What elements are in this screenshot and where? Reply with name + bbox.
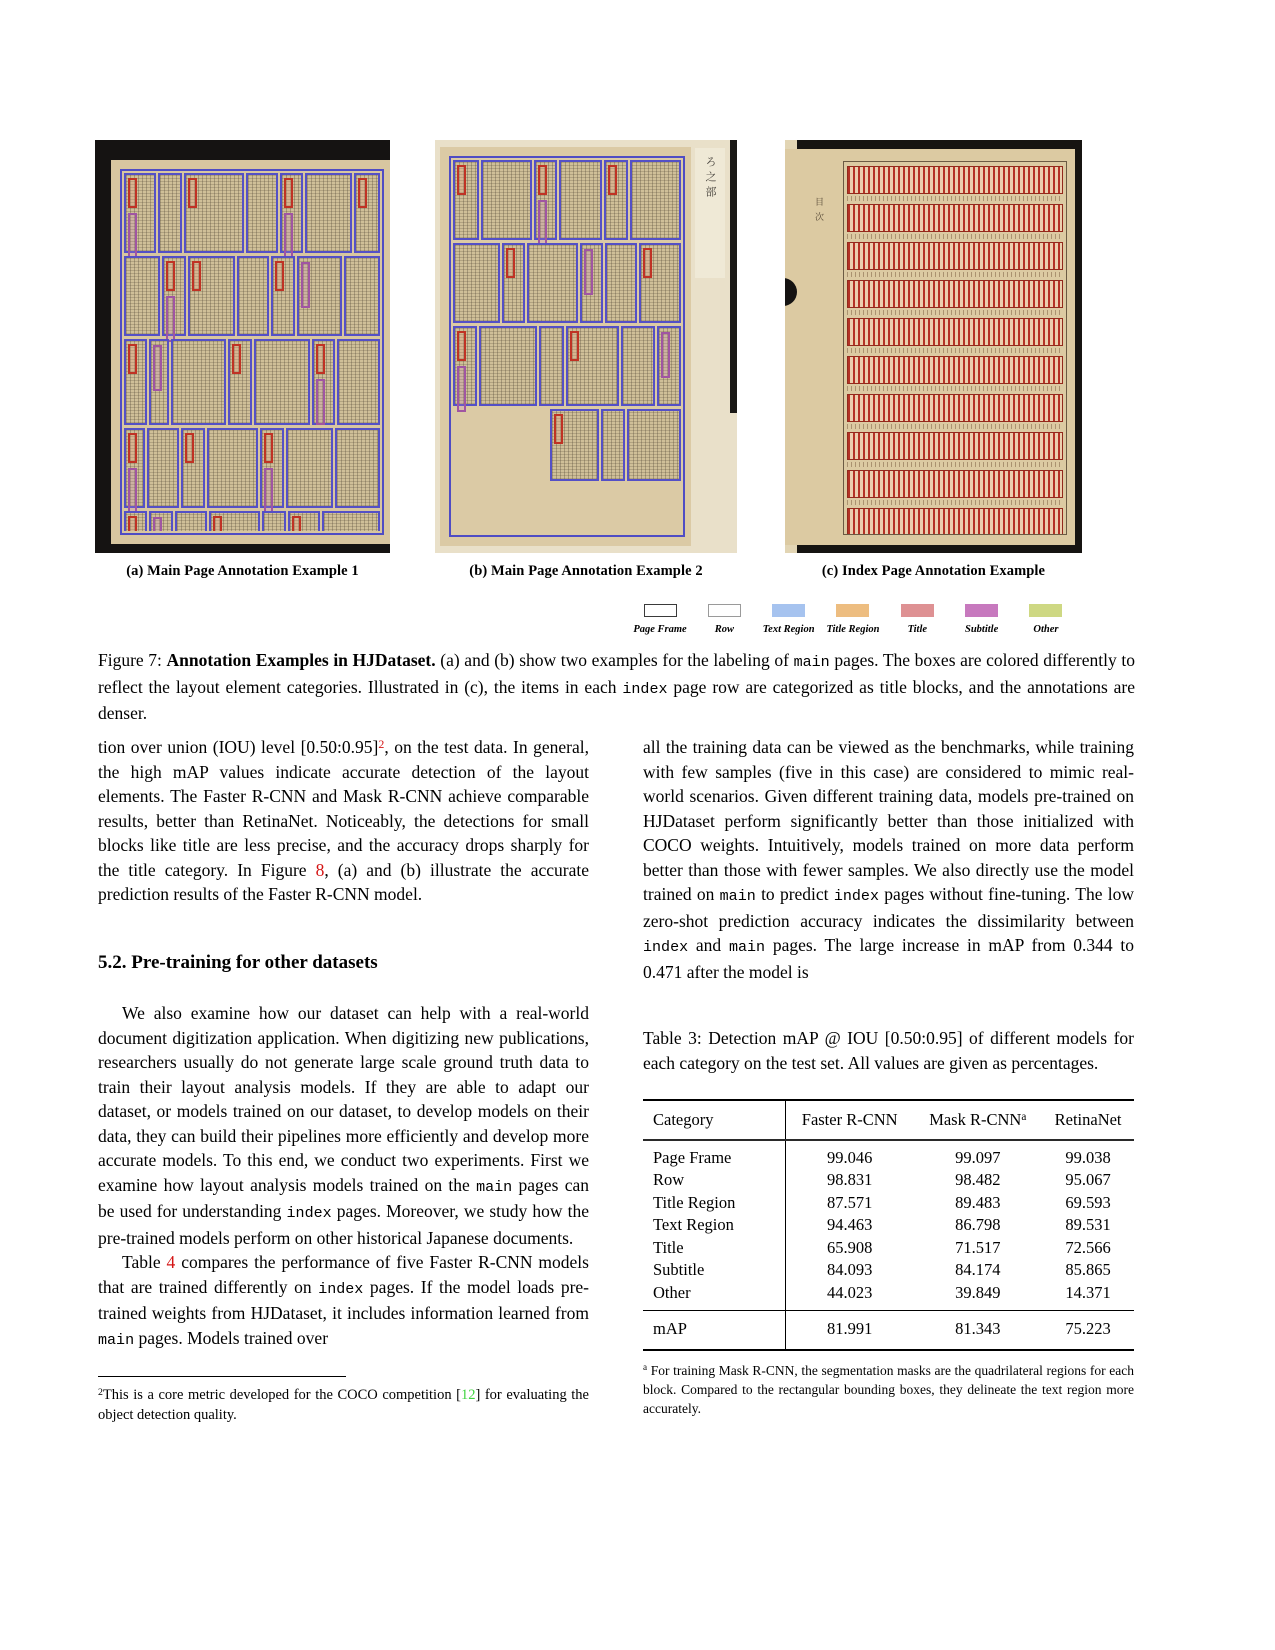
table-row [643, 1282, 1134, 1311]
body-paragraph: tion over union (IOU) level [0.50:0.95]$^2$, on the test data. In general, the high mAP values indicate accurate detection of the layout elements. The Faster R-CNN and Mask R-CNN achieve comparable results, better than RetinaNet. Noticeably, the detections for small blocks like title are less precise, and the accuracy drops sharply for the title category. In Figure 8, (a) and (b) illustrate the accurate prediction results of the Faster R-CNN model. [98, 736, 590, 904]
table-header-cell: Category [643, 1100, 786, 1140]
table-cell: Title Region [643, 1192, 786, 1215]
legend-label: Other [1033, 624, 1059, 635]
table-3 [643, 1099, 1134, 1351]
legend-item [757, 604, 821, 635]
table-row [643, 1259, 1134, 1282]
legend-label: Text Region [762, 624, 815, 635]
table-cell: 99.038 [1065, 1147, 1111, 1167]
panel-b-margin-label: ろ之部 [695, 148, 725, 278]
legend-item [950, 604, 1014, 635]
table-row [643, 1214, 1134, 1237]
table-cell: mAP [643, 1311, 786, 1350]
footnote-rule [98, 1376, 346, 1377]
table-cell: 65.908 [826, 1237, 873, 1257]
table-cell: 69.593 [1065, 1192, 1111, 1212]
table-cell: 72.566 [1065, 1237, 1111, 1257]
table-cell: 14.371 [1042, 1282, 1134, 1311]
table-cell: 81.991 [786, 1311, 914, 1350]
table-cell: 98.831 [826, 1170, 873, 1189]
footnote [98, 1376, 589, 1425]
body-paragraph: We also examine how our dataset can help with a real-world document digitization application. When digitizing new publications, researchers usually do not generate large scale ground truth data to train their layout analysis models. If they are able to adapt our dataset, or models trained on our dataset, to develop models on their data, they can build their pipelines more efficiently and develop more accurate models. To this end, we conduct two experiments. First we examine how layout analysis models trained on the main pages can be used for understanding index pages. Moreover, we study how the pre-trained models perform on other historical Japanese documents. [98, 1003, 589, 1248]
table-cell: 81.343 [913, 1311, 1042, 1350]
legend-swatch [644, 604, 677, 617]
table-cell: Other [643, 1282, 786, 1311]
ref-link[interactable]: 2 [378, 736, 385, 751]
legend-swatch [965, 604, 998, 617]
legend-swatch [708, 604, 741, 617]
legend-label: Title [907, 624, 928, 635]
table-cell: 85.865 [1065, 1260, 1111, 1279]
table-header-cell: RetinaNet [1042, 1100, 1134, 1140]
table-row [643, 1237, 1134, 1260]
legend-swatch [1029, 604, 1062, 617]
ref-link[interactable]: 4 [166, 1252, 176, 1272]
legend-label: Row [714, 624, 734, 635]
table-cell: Text Region [643, 1214, 786, 1237]
table-cell: Subtitle [643, 1259, 786, 1282]
table-header-cell: Faster R-CNN [786, 1100, 914, 1140]
section-heading: 5.2. Pre-training for other datasets [98, 951, 378, 973]
table-cell: 39.849 [913, 1282, 1042, 1311]
legend-label: Subtitle [965, 624, 999, 635]
table-cell: 44.023 [786, 1282, 914, 1311]
legend-swatch [836, 604, 869, 617]
legend-item [1014, 604, 1078, 635]
table-cell: 95.067 [1065, 1170, 1111, 1189]
table-row [643, 1140, 1134, 1170]
table-cell: 98.482 [955, 1170, 1001, 1189]
legend-swatch [772, 604, 805, 617]
legend-item [628, 604, 692, 635]
right-column [643, 735, 1134, 1418]
table-row [643, 1311, 1134, 1350]
panel-c-margin-label: 目次 [814, 197, 824, 227]
table-cell: Page Frame [643, 1140, 786, 1170]
panel-c-image [785, 140, 1082, 553]
table-cell: 99.046 [826, 1147, 873, 1167]
table-3-caption: Table 3: Detection mAP @ IOU [0.50:0.95] of different models for each category on the test set. All values are given as percentages. [643, 1028, 1134, 1073]
table-3-footnote: $^a$ For training Mask R-CNN, the segmentation masks are the quadrilateral regions for each block. Compared to the rectangular bounding boxes, they delineate the text region more accurately. [643, 1362, 1134, 1416]
figure-panel-c [785, 140, 1082, 580]
left-column [98, 735, 589, 1425]
figure-panel-b [435, 140, 737, 580]
panel-b-caption: (b) Main Page Annotation Example 2 [469, 563, 703, 579]
legend-item [692, 604, 756, 635]
table-cell: 84.174 [955, 1260, 1001, 1279]
body-paragraph: all the training data can be viewed as the benchmarks, while training with few samples (five in this case) are considered to mimic real-world scenarios. Given different training data, models pre-trained on HJDataset perform significantly better than those initialized with COCO weights. Intuitively, models trained on more data perform better than those with fewer samples. We also directly use the model trained on main to predict index pages without fine-tuning. The low zero-shot prediction accuracy indicates the dissimilarity between index and main pages. The large increase in mAP from 0.344 to 0.471 after the model is [643, 737, 1135, 982]
table-row [643, 1169, 1134, 1192]
table-cell: Title [643, 1237, 786, 1260]
table-cell: 84.093 [826, 1260, 873, 1279]
panel-a-image [95, 140, 390, 553]
table-cell: 75.223 [1042, 1311, 1134, 1350]
table-cell: 89.483 [955, 1192, 1001, 1212]
table-cell: Row [643, 1169, 786, 1192]
table-cell: 87.571 [826, 1192, 873, 1212]
legend-label: Title Region [826, 624, 880, 635]
legend-item [885, 604, 949, 635]
panel-b-image [435, 140, 737, 553]
table-cell: 86.798 [955, 1215, 1001, 1234]
legend-swatch [901, 604, 934, 617]
table-header-cell: Mask R-CNN$^a$ [913, 1100, 1042, 1140]
body-paragraph: Table 4 compares the performance of five Faster R-CNN models that are trained differently on index pages. If the model loads pre-trained weights from HJDataset, it includes information learned from main pages. Models trained over [98, 1252, 589, 1349]
panel-a-caption: (a) Main Page Annotation Example 1 [126, 563, 359, 579]
ref-link[interactable]: 8 [315, 859, 325, 880]
figure-caption: Figure 7: Annotation Examples in HJDataset. (a) and (b) show two examples for the labeling of main pages. The boxes are colored differently to reflect the layout element categories. Illustrated in (c), the items in each index page row are categorized as title blocks, and the annotations are denser. [98, 650, 1136, 723]
citation-link[interactable]: 12 [460, 1387, 476, 1403]
table-cell: 89.531 [1065, 1215, 1111, 1234]
legend-label: Page Frame [633, 624, 687, 635]
table-cell: 71.517 [955, 1237, 1001, 1257]
panel-c-caption: (c) Index Page Annotation Example [821, 563, 1046, 579]
figure-7 [95, 140, 1082, 580]
table-row [643, 1192, 1134, 1215]
table-cell: 94.463 [826, 1215, 873, 1234]
figure-legend [628, 604, 1078, 635]
footnote-text: $^2$This is a core metric developed for the COCO competition [12] for evaluating the object detection quality. [98, 1386, 589, 1423]
table-cell: 99.097 [955, 1147, 1001, 1167]
legend-item [821, 604, 885, 635]
figure-panel-a [95, 140, 390, 580]
